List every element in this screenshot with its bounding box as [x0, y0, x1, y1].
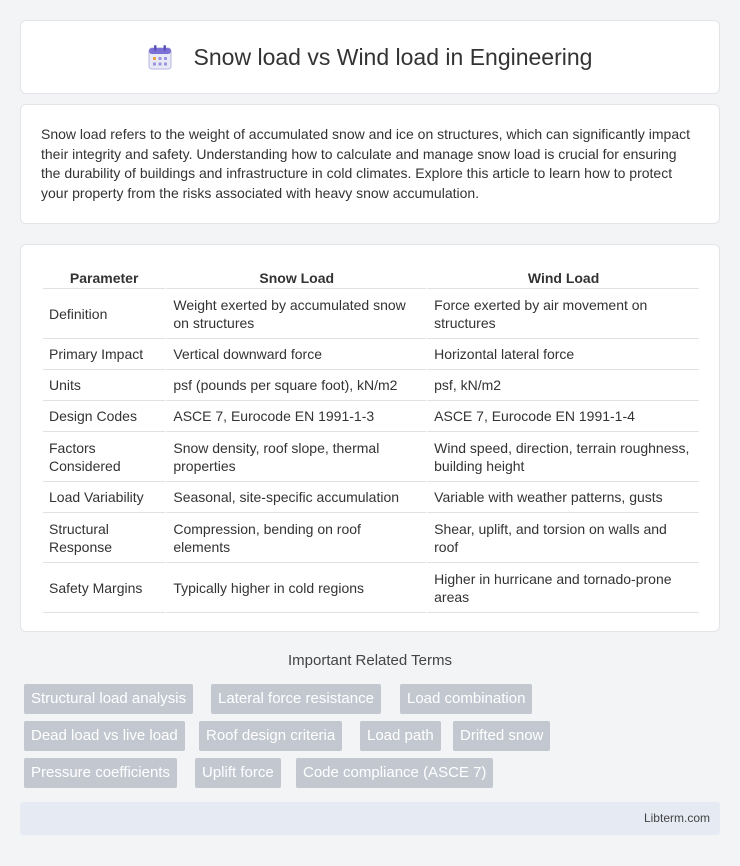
calendar-icon	[148, 44, 172, 70]
intro-paragraph: Snow load refers to the weight of accumulated snow and ice on structures, which can significantly impact their integrity and safety. Understanding how to calculate and manage snow load is crucial for ensuring the durability of buildings and infrastructure in cold climates. Explore this article to learn how to protect your property from the risks associated with heavy snow accumulation.	[41, 126, 690, 201]
tag-lateral-force-resistance[interactable]: Lateral force resistance	[211, 684, 381, 714]
table-cell-snow: Typically higher in cold regions	[165, 563, 426, 613]
table-cell-snow: Snow density, roof slope, thermal properties	[165, 432, 426, 482]
table-cell-parameter: Units	[43, 370, 165, 401]
table-row	[43, 513, 699, 563]
tag-pressure-coefficients[interactable]: Pressure coefficients	[24, 758, 177, 788]
column-header-wind-load: Wind Load	[426, 263, 699, 289]
comparison-table-card	[20, 244, 720, 632]
tag-code-compliance[interactable]: Code compliance (ASCE 7)	[296, 758, 493, 788]
column-header-snow-load: Snow Load	[165, 263, 426, 289]
tag-load-combination[interactable]: Load combination	[400, 684, 532, 714]
table-cell-parameter: Definition	[43, 289, 165, 339]
tag-drifted-snow[interactable]: Drifted snow	[453, 721, 550, 751]
table-row	[43, 339, 699, 370]
table-cell-wind: Wind speed, direction, terrain roughness, building height	[426, 432, 699, 482]
table-cell-wind: Force exerted by air movement on structures	[426, 289, 699, 339]
tag-load-path[interactable]: Load path	[360, 721, 441, 751]
table-row	[43, 482, 699, 513]
tag-dead-load-vs-live-load[interactable]: Dead load vs live load	[24, 721, 185, 751]
table-cell-snow: Compression, bending on roof elements	[165, 513, 426, 563]
table-cell-parameter: Primary Impact	[43, 339, 165, 370]
table-row	[43, 370, 699, 401]
table-row	[43, 432, 699, 482]
table-cell-parameter: Factors Considered	[43, 432, 165, 482]
footer	[20, 802, 720, 835]
title-card	[20, 20, 720, 94]
table-row	[43, 563, 699, 613]
table-cell-parameter: Safety Margins	[43, 563, 165, 613]
related-terms-heading: Important Related Terms	[288, 652, 452, 669]
table-cell-snow: ASCE 7, Eurocode EN 1991-1-3	[165, 401, 426, 432]
footer-site-link[interactable]: Libterm.com	[643, 811, 710, 825]
table-row	[43, 289, 699, 339]
table-cell-parameter: Structural Response	[43, 513, 165, 563]
page-title: Snow load vs Wind load in Engineering	[193, 43, 593, 70]
tag-roof-design-criteria[interactable]: Roof design criteria	[199, 721, 342, 751]
table-cell-snow: Vertical downward force	[165, 339, 426, 370]
table-cell-wind: Horizontal lateral force	[426, 339, 699, 370]
table-cell-parameter: Load Variability	[43, 482, 165, 513]
table-cell-parameter: Design Codes	[43, 401, 165, 432]
table-cell-snow: Weight exerted by accumulated snow on structures	[165, 289, 426, 339]
table-cell-snow: Seasonal, site-specific accumulation	[165, 482, 426, 513]
table-cell-wind: ASCE 7, Eurocode EN 1991-1-4	[426, 401, 699, 432]
tag-uplift-force[interactable]: Uplift force	[195, 758, 281, 788]
table-row	[43, 401, 699, 432]
table-cell-wind: Shear, uplift, and torsion on walls and roof	[426, 513, 699, 563]
table-cell-wind: Variable with weather patterns, gusts	[426, 482, 699, 513]
table-cell-wind: psf, kN/m2	[426, 370, 699, 401]
column-header-parameter: Parameter	[43, 263, 165, 289]
comparison-table	[43, 263, 699, 613]
table-cell-wind: Higher in hurricane and tornado-prone areas	[426, 563, 699, 613]
tag-structural-load-analysis[interactable]: Structural load analysis	[24, 684, 193, 714]
table-cell-snow: psf (pounds per square foot), kN/m2	[165, 370, 426, 401]
intro-card	[20, 104, 720, 224]
table-header-row	[43, 263, 699, 289]
